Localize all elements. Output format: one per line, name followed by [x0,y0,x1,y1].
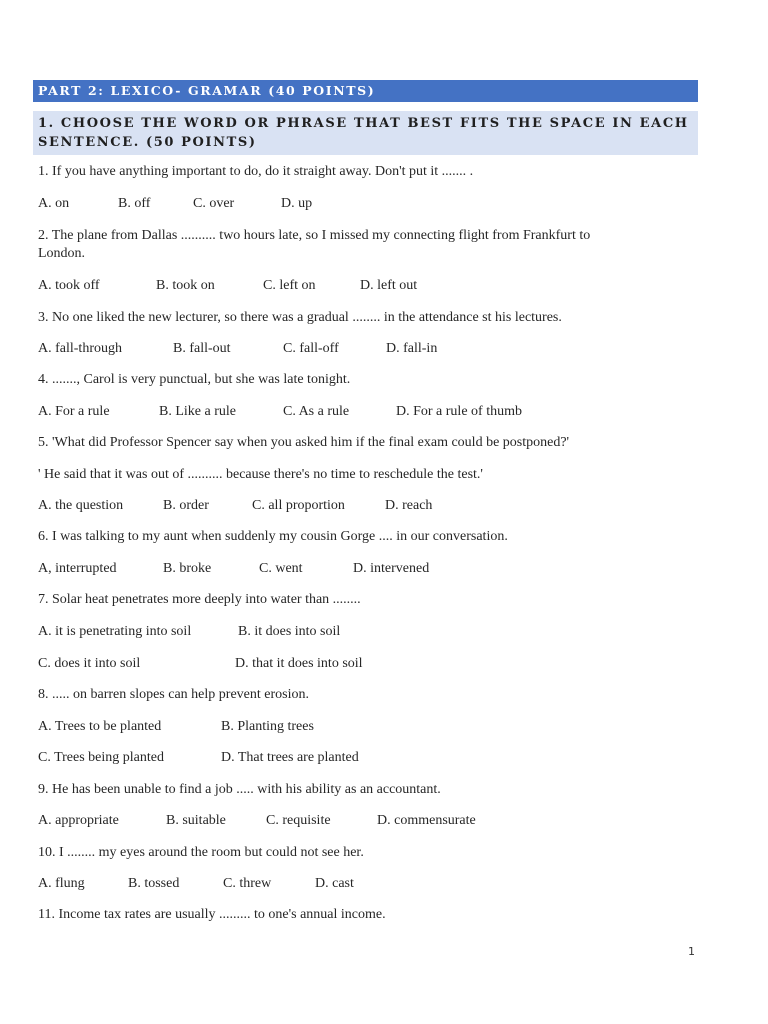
option-b: B. Planting trees [221,719,314,734]
question-5-line-2: ' He said that it was out of .......... because there's no time to reschedule the test.' [38,467,483,482]
option-a: A. it is penetrating into soil [38,624,192,639]
question-2-line-1: 2. The plane from Dallas .......... two hours late, so I missed my connecting flight from Frankfurt to [38,228,591,243]
option-d: D. intervened [353,561,430,576]
option-c: C. requisite [266,813,331,828]
page-number: 1 [688,945,695,958]
option-d: D. cast [315,876,354,891]
option-b: B. took on [156,278,215,293]
option-a: A. the question [38,498,124,513]
question-4: 4. ......., Carol is very punctual, but she was late tonight. [38,372,351,387]
option-c: C. all proportion [252,498,345,513]
option-d: D. left out [360,278,418,293]
question-6: 6. I was talking to my aunt when suddenly my cousin Gorge .... in our conversation. [38,529,508,544]
question-1: 1. If you have anything important to do, do it straight away. Don't put it ....... . [38,164,474,179]
option-a: A. Trees to be planted [38,719,162,734]
option-c: C. Trees being planted [38,750,164,765]
option-d: D. For a rule of thumb [396,404,522,419]
question-2-line-2: London. [38,246,86,261]
option-b: B. Like a rule [159,404,236,419]
option-a: A. on [38,196,70,211]
option-c: C. over [193,196,235,211]
section-heading [33,111,698,155]
option-a: A. took off [38,278,100,293]
option-d: D. fall-in [386,341,438,356]
question-10: 10. I ........ my eyes around the room but could not see her. [38,845,364,860]
option-b: B. tossed [128,876,180,891]
option-c: C. As a rule [283,404,350,419]
option-b: B. broke [163,561,212,576]
section-heading-line-1: 1. CHOOSE THE WORD OR PHRASE THAT BEST FITS THE SPACE IN EACH [38,116,689,131]
part-heading: PART 2: LEXICO- GRAMAR (40 POINTS) [33,80,698,102]
option-d: D. commensurate [377,813,476,828]
option-d: D. reach [385,498,433,513]
option-d: D. up [281,196,313,211]
question-11: 11. Income tax rates are usually ......... to one's annual income. [38,907,386,922]
question-9: 9. He has been unable to find a job ..... with his ability as an accountant. [38,782,441,797]
question-5-line-1: 5. 'What did Professor Spencer say when you asked him if the final exam could be postponed?' [38,435,570,450]
option-b: B. fall-out [173,341,231,356]
option-d: D. that it does into soil [235,656,363,671]
question-3: 3. No one liked the new lecturer, so there was a gradual ........ in the attendance st his lectures. [38,310,562,325]
option-c: C. threw [223,876,272,891]
option-a: A. fall-through [38,341,122,356]
option-c: C. went [259,561,303,576]
option-b: B. it does into soil [238,624,341,639]
option-a: A. appropriate [38,813,119,828]
section-heading-line-2: SENTENCE. (50 POINTS) [38,134,257,150]
option-c: C. does it into soil [38,656,141,671]
option-a: A. For a rule [38,404,110,419]
option-a: A. flung [38,876,85,891]
option-d: D. That trees are planted [221,750,359,765]
option-c: C. fall-off [283,341,339,356]
question-7: 7. Solar heat penetrates more deeply into water than ........ [38,592,361,607]
option-c: C. left on [263,278,316,293]
question-8: 8. ..... on barren slopes can help prevent erosion. [38,687,309,702]
option-b: B. suitable [166,813,226,828]
option-b: B. off [118,196,151,211]
option-a: A, interrupted [38,561,117,576]
option-b: B. order [163,498,209,513]
